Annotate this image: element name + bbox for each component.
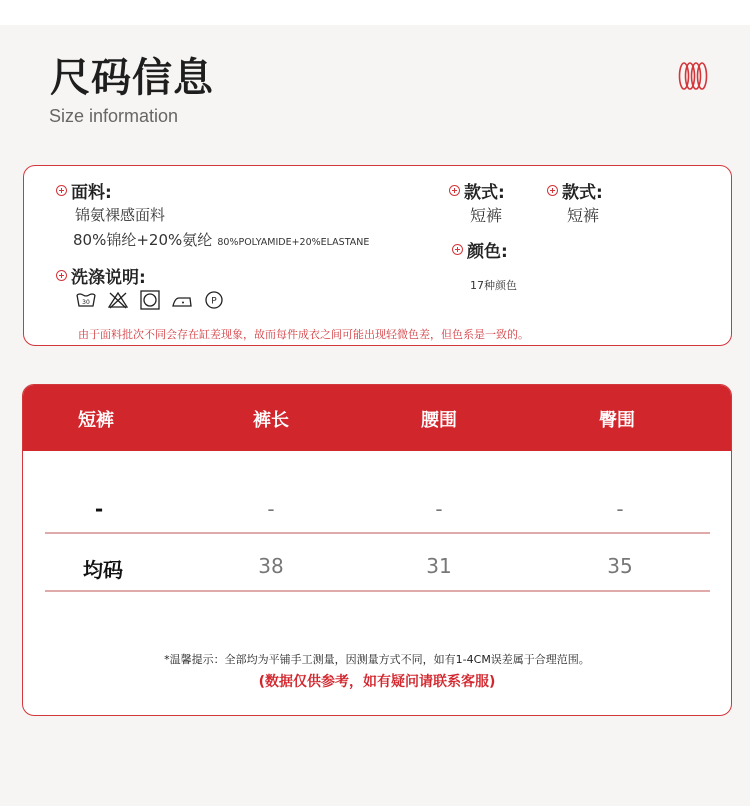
fabric-composition-cn: 80%锦纶+20%氨纶 [73, 231, 213, 249]
size-cell: 均码 [83, 558, 123, 582]
svg-text:P: P [211, 296, 217, 307]
color-count: 17种颜色 [470, 279, 517, 292]
style-value: 短裤 [567, 206, 600, 225]
dry-clean-p-icon [203, 290, 225, 310]
size-table [22, 384, 732, 716]
hip-cell: - [616, 497, 624, 521]
color-variance-notice: 由于面料批次不同会存在缸差现象，故而每件成衣之间可能出现轻微色差，但色系是一致的。 [78, 328, 529, 341]
style-section-2 [547, 178, 603, 203]
size-cell: - [94, 497, 104, 521]
style-label: 款式: [464, 183, 505, 203]
plus-circle-icon [56, 270, 67, 281]
plus-circle-icon [449, 185, 460, 196]
style-value: 短裤 [470, 206, 503, 225]
size-table-header [23, 385, 731, 451]
fabric-section [56, 178, 112, 203]
fabric-composition-en: 80%POLYAMIDE+20%ELASTANE [217, 237, 370, 248]
tumble-dry-icon [139, 290, 161, 310]
fabric-material: 锦氨裸感面料 [75, 206, 166, 224]
care-icons [75, 290, 225, 310]
no-bleach-icon [107, 290, 129, 310]
fabric-composition [73, 229, 369, 251]
reference-note: (数据仅供参考，如有疑问请联系客服) [258, 674, 496, 690]
hip-cell: 35 [607, 554, 633, 578]
page [0, 25, 750, 806]
header-shorts: 短裤 [78, 410, 114, 431]
header-hip: 臀围 [599, 410, 635, 431]
fabric-label: 面料: [71, 183, 112, 203]
page-title: 尺码信息 [50, 55, 214, 101]
plus-circle-icon [547, 185, 558, 196]
svg-text:30: 30 [82, 299, 90, 306]
plus-circle-icon [56, 185, 67, 196]
rings-icon [678, 61, 710, 91]
color-section [452, 237, 508, 262]
style-section-1 [449, 178, 505, 203]
plus-circle-icon [452, 244, 463, 255]
product-info-box [23, 165, 732, 346]
measurement-tip: *温馨提示：全部均为平铺手工测量，因测量方式不同，如有1-4CM误差属于合理范围。 [164, 653, 590, 666]
length-cell: 38 [258, 554, 284, 578]
wash-30-icon [75, 290, 97, 310]
waist-cell: 31 [426, 554, 452, 578]
style-label: 款式: [562, 183, 603, 203]
care-label: 洗涤说明: [71, 268, 146, 288]
care-section [56, 263, 146, 288]
row-divider [45, 532, 710, 534]
color-label: 颜色: [467, 242, 508, 262]
waist-cell: - [435, 497, 443, 521]
page-subtitle: Size information [49, 106, 179, 126]
header-waist: 腰围 [421, 410, 457, 431]
length-cell: - [267, 497, 275, 521]
row-divider [45, 590, 710, 592]
iron-low-icon [171, 290, 193, 310]
header-length: 裤长 [253, 410, 289, 431]
